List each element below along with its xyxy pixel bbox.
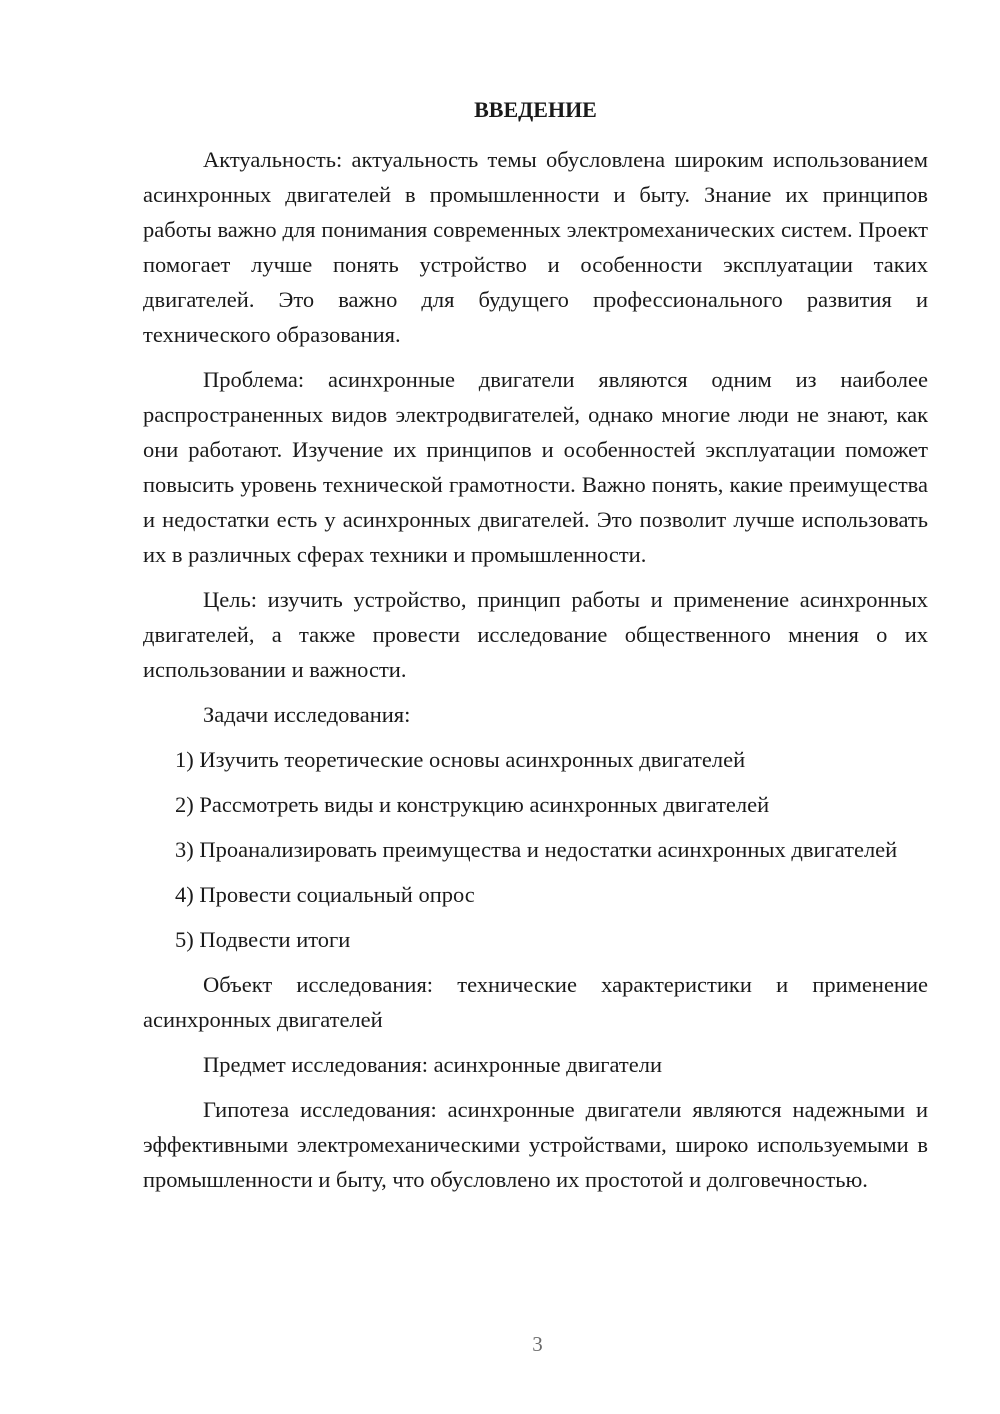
task-item-3: 3) Проанализировать преимущества и недостатки асинхронных двигателей xyxy=(175,837,898,862)
paragraph-hypothesis: Гипотеза исследования: асинхронные двигатели являются надежными и эффективными электромеханическими устройствами, широко используемыми в промышленности и быту, что обусловлено их простотой и долговечностью. xyxy=(143,1097,928,1192)
paragraph-relevance: Актуальность: актуальность темы обусловлена широким использованием асинхронных двигателей в промышленности и быту. Знание их принципов работы важно для понимания современных электромеханических систем. Проект помогает лучше понять устройство и особенности эксплуатации таких двигателей. Это важно для будущего профессионального развития и технического образования. xyxy=(143,147,928,347)
section-title: ВВЕДЕНИЕ xyxy=(474,97,597,122)
paragraph-goal: Цель: изучить устройство, принцип работы и применение асинхронных двигателей, а также провести исследование общественного мнения о их использовании и важности. xyxy=(143,587,928,682)
paragraph-problem: Проблема: асинхронные двигатели являются одним из наиболее распространенных видов электродвигателей, однако многие люди не знают, как они работают. Изучение их принципов и особенностей эксплуатации поможет повысить уровень технической грамотности. Важно понять, какие преимущества и недостатки есть у асинхронных двигателей. Это позволит лучше использовать их в различных сферах техники и промышленности. xyxy=(143,367,928,567)
task-item-2: 2) Рассмотреть виды и конструкцию асинхронных двигателей xyxy=(175,792,770,817)
task-item-1: 1) Изучить теоретические основы асинхронных двигателей xyxy=(175,747,746,772)
tasks-heading: Задачи исследования: xyxy=(203,702,411,727)
paragraph-object: Объект исследования: технические характеристики и применение асинхронных двигателей xyxy=(143,972,928,1032)
task-item-5: 5) Подвести итоги xyxy=(175,927,351,952)
paragraph-subject: Предмет исследования: асинхронные двигатели xyxy=(203,1052,663,1077)
page-number: 3 xyxy=(532,1332,543,1356)
document-page xyxy=(143,92,928,1207)
task-item-4: 4) Провести социальный опрос xyxy=(175,882,475,907)
